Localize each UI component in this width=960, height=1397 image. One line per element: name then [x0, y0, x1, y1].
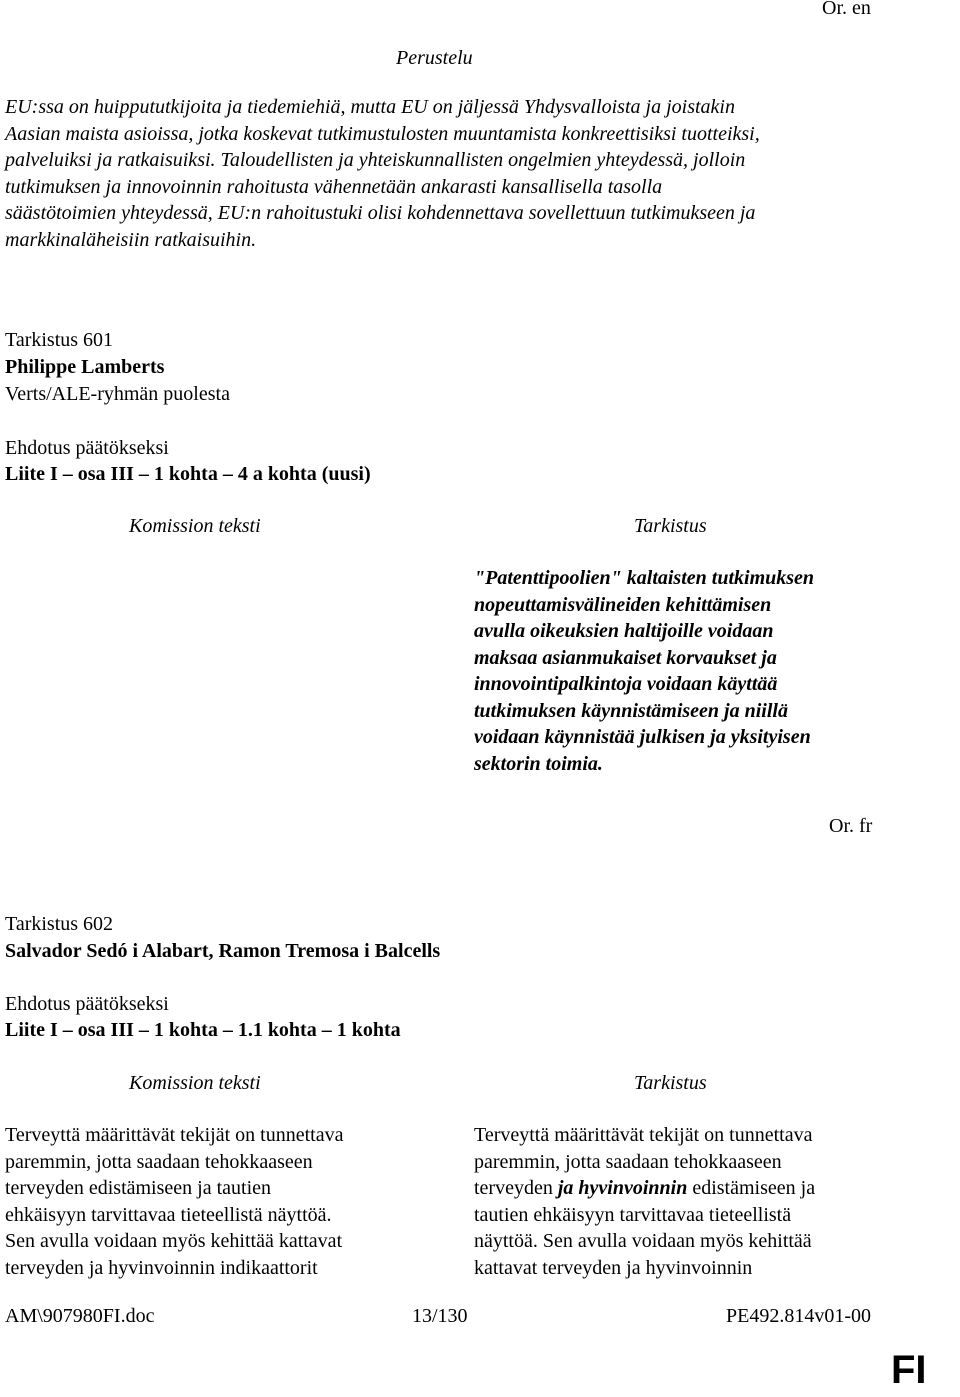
- amendment-text-segment: terveyden: [474, 1177, 558, 1199]
- justification-line: Aasian maista asioissa, jotka koskevat tutkimustulosten muuntamista konkreettisiksi tuotteiksi,: [5, 122, 760, 145]
- amendment-602-amendment-text: [474, 1122, 815, 1281]
- amendment-text-line: näyttöä. Sen avulla voidaan myös kehittää: [474, 1230, 812, 1252]
- amendment-601-original-language: Or. fr: [829, 815, 873, 837]
- amendment-text-line: paremmin, jotta saadaan tehokkaaseen: [474, 1150, 782, 1173]
- amendment-602-commission-text: [5, 1122, 343, 1281]
- amendment-601-number: Tarkistus 601: [5, 329, 114, 351]
- footer-language-code: FI: [891, 1348, 927, 1392]
- amendment-emphasis: ja hyvinvoinnin: [557, 1177, 688, 1199]
- justification-title: Perustelu: [396, 47, 473, 69]
- amendment-601-proposal: Ehdotus päätökseksi: [5, 437, 169, 459]
- amendment-text-line: tautien ehkäisyyn tarvittavaa tieteellistä: [474, 1203, 792, 1226]
- amendment-601-group: Verts/ALE-ryhmän puolesta: [5, 383, 230, 405]
- amendment-602-number: Tarkistus 602: [5, 913, 114, 935]
- commission-text-line: paremmin, jotta saadaan tehokkaaseen: [5, 1150, 313, 1173]
- commission-text-line: ehkäisyyn tarvittavaa tieteellistä näyttöä.: [5, 1203, 332, 1226]
- original-language-label: Or. en: [822, 0, 871, 19]
- amendment-601-author: Philippe Lamberts: [5, 356, 165, 378]
- commission-text-line: Sen avulla voidaan myös kehittää kattavat: [5, 1230, 343, 1252]
- amendment-601-line: nopeuttamisvälineiden kehittämisen: [474, 593, 772, 616]
- amendment-601-reference: Liite I – osa III – 1 kohta – 4 a kohta (uusi): [5, 463, 371, 485]
- amendment-text-line: Terveyttä määrittävät tekijät on tunnettava: [474, 1124, 813, 1146]
- amendment-601-amendment-heading: Tarkistus: [634, 515, 707, 537]
- commission-text-line: terveyden ja hyvinvoinnin indikaattorit: [5, 1256, 318, 1279]
- amendment-602-reference: Liite I – osa III – 1 kohta – 1.1 kohta – 1 kohta: [5, 1019, 401, 1041]
- commission-text-line: terveyden edistämiseen ja tautien: [5, 1177, 272, 1199]
- commission-text-line: Terveyttä määrittävät tekijät on tunnettava: [5, 1124, 344, 1146]
- justification-line: markkinaläheisiin ratkaisuihin.: [5, 228, 257, 251]
- amendment-601-text: [474, 565, 814, 777]
- amendment-602-proposal: Ehdotus päätökseksi: [5, 993, 169, 1015]
- footer-pe-ref: PE492.814v01-00: [726, 1305, 871, 1327]
- amendment-602-commission-heading: Komission teksti: [129, 1072, 261, 1094]
- justification-line: palveluiksi ja ratkaisuiksi. Taloudellisten ja yhteiskunnallisten ongelmien yhteydessä, jolloin: [5, 149, 746, 171]
- justification-line: säästötoimien yhteydessä, EU:n rahoitustuki olisi kohdennettava sovellettuun tutkimukseen ja: [5, 202, 756, 224]
- amendment-601-line: avulla oikeuksien haltijoille voidaan: [474, 620, 774, 642]
- amendment-601-line: "Patenttipoolien" kaltaisten tutkimuksen: [474, 567, 815, 589]
- amendment-601-line: maksaa asianmukaiset korvaukset ja: [474, 646, 777, 669]
- footer-page-number: 13/130: [412, 1305, 468, 1327]
- amendment-601-line: innovointipalkintoja voidaan käyttää: [474, 673, 778, 695]
- amendment-601-commission-heading: Komission teksti: [129, 515, 261, 537]
- amendment-601-line: tutkimuksen käynnistämiseen ja niillä: [474, 699, 788, 722]
- amendment-602-author: Salvador Sedó i Alabart, Ramon Tremosa i Balcells: [5, 940, 441, 962]
- justification-text: [5, 94, 760, 253]
- amendment-602-amendment-heading: Tarkistus: [634, 1072, 707, 1094]
- amendment-text-line: [474, 1175, 815, 1202]
- amendment-601-line: sektorin toimia.: [474, 752, 603, 775]
- justification-line: tutkimuksen ja innovoinnin rahoitusta vähennetään ankarasti kansallisella tasolla: [5, 175, 663, 198]
- justification-line: EU:ssa on huippututkijoita ja tiedemiehiä, mutta EU on jäljessä Yhdysvalloista ja joistakin: [5, 96, 735, 118]
- footer-doc-ref: AM\907980FI.doc: [5, 1305, 155, 1327]
- amendment-text-line: kattavat terveyden ja hyvinvoinnin: [474, 1256, 753, 1279]
- amendment-601-line: voidaan käynnistää julkisen ja yksityisen: [474, 726, 811, 748]
- amendment-text-segment: edistämiseen ja: [687, 1177, 816, 1199]
